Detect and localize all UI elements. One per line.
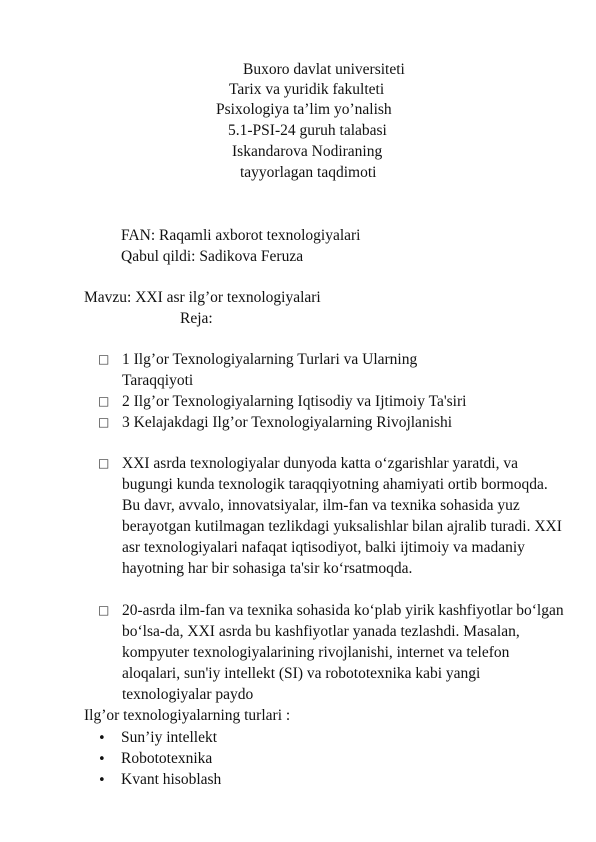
type-list-item [98,769,221,791]
presentation-caption: tayyorlagan taqdimoti [240,164,377,181]
university-name: Buxoro davlat universiteti [243,61,405,78]
missing-glyph-box-icon: □ [98,394,110,408]
type-list-item [98,748,212,770]
accepted-by: Qabul qildi: Sadikova Feruza [121,248,304,265]
missing-glyph-box-icon: □ [98,352,110,366]
study-direction: Psixologiya ta’lim yo’nalish [216,101,392,118]
type-item-text: Sun’iy intellekt [121,729,218,746]
plan-heading: Reja: [180,310,213,327]
paragraph-text: 20-asrda ilm-fan va texnika sohasida ko‘plab yirik kashfiyotlar bo‘lgan bo‘lsa-da, XXI asrda bu kashfiyotlar yanada tezlashdi. Masalan, kompyuter texnologiyalarining rivojlanishi, internet va telefon aloqalari, sun'iy intellekt (SI) va robototexnika kabi yangi texnologiyalar paydo [122,602,564,703]
plan-item-text: 1 Ilg’or Texnologiyalarning Turlari va Ularning Taraqqiyoti [122,351,418,389]
bullet-dot-icon: • [98,773,106,788]
type-item-text: Robototexnika [121,750,213,767]
plan-item [98,412,568,433]
body-paragraph [98,453,568,579]
types-heading: Ilg’or texnologiyalarning turlari : [84,707,291,724]
course-name: FAN: Raqamli axborot texnologiyalari [121,227,361,244]
plan-item-text: 3 Kelajakdagi Ilg’or Texnologiyalarning Rivojlanishi [122,414,453,431]
body-paragraph [98,600,568,705]
paragraph-text: XXI asrda texnologiyalar dunyoda katta o‘zgarishlar yaratdi, va bugungi kunda texnologik taraqqiyotning ahamiyati ortib bormoqda. Bu davr, avvalo, innovatsiyalar, ilm-fan va texnika sohasida yuz berayotgan kutilmagan tezlikdagi yuksalishlar bilan ajralib turadi. XXI asr texnologiyalari nafaqat iqtisodiyot, balki ijtimoiy va madaniy hayotning har bir sohasiga ta'sir ko‘rsatmoqda. [122,455,562,577]
faculty-name: Tarix va yuridik fakulteti [229,81,385,98]
missing-glyph-box-icon: □ [98,603,110,617]
topic-title: Mavzu: XXI asr ilg’or texnologiyalari [84,289,321,306]
student-name: Iskandarova Nodiraning [232,143,383,160]
type-list-item [98,727,217,749]
student-group: 5.1-PSI-24 guruh talabasi [228,122,387,139]
bullet-dot-icon: • [98,752,106,767]
plan-item [98,349,568,391]
missing-glyph-box-icon: □ [98,456,110,470]
plan-item [98,391,568,412]
missing-glyph-box-icon: □ [98,415,110,429]
type-item-text: Kvant hisoblash [121,771,222,788]
bullet-dot-icon: • [98,731,106,746]
plan-item-text: 2 Ilg’or Texnologiyalarning Iqtisodiy va Ijtimoiy Ta'siri [122,393,467,410]
